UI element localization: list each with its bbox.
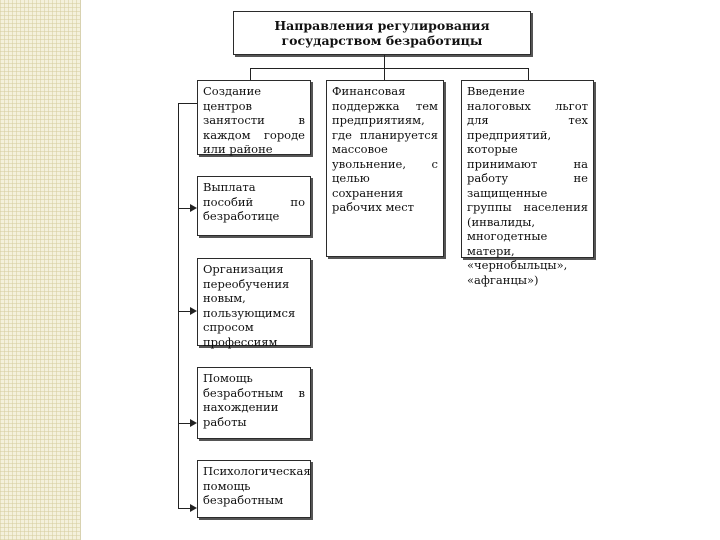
arrow-head-5 <box>190 504 197 512</box>
left-bracket-vertical <box>178 103 179 508</box>
left-box-4 <box>197 367 311 439</box>
middle-box-text: Финансовая поддержка тем предприятиям, где планируется массовое увольнение, с целью сохранения рабочих мест <box>332 84 438 214</box>
connector-title-down <box>384 55 385 68</box>
right-box <box>461 80 594 287</box>
arrow-head-4 <box>190 419 197 427</box>
decorative-side-pattern <box>0 0 80 540</box>
left-box-1-text: Создание центров занятости в каждом городе или районе <box>203 84 305 156</box>
connector-to-middle-box <box>384 68 385 80</box>
connector-to-right-box <box>528 68 529 80</box>
title-line-2: государством безработицы <box>281 33 483 48</box>
left-box-5-text: Психологическая помощь безработным <box>203 464 311 507</box>
arrow-head-3 <box>190 307 197 315</box>
middle-box <box>326 80 444 257</box>
left-box-1 <box>197 80 311 155</box>
left-box-3-text: Организация переобучения новым, пользующимся спросом профессиям <box>203 262 296 349</box>
left-box-2-text: Выплата пособий по безработице <box>203 180 305 223</box>
arrow-head-2 <box>190 204 197 212</box>
side-divider <box>80 0 81 540</box>
title-line-1: Направления регулирования <box>274 18 490 33</box>
left-bracket-top-stub <box>178 103 197 104</box>
connector-to-left-column <box>250 68 251 80</box>
left-box-4-text: Помощь безработным в нахождении работы <box>203 371 305 429</box>
left-box-2 <box>197 176 311 236</box>
left-box-5 <box>197 460 311 518</box>
left-box-3 <box>197 258 311 349</box>
connector-horizontal-top <box>250 68 528 69</box>
right-box-text: Введение налоговых льгот для тех предприятий, которые принимают на работу не защищенные группы населения (инвалиды, многодетные матери, «чернобыльцы», «афганцы») <box>467 84 588 287</box>
diagram-title-box <box>233 11 531 55</box>
